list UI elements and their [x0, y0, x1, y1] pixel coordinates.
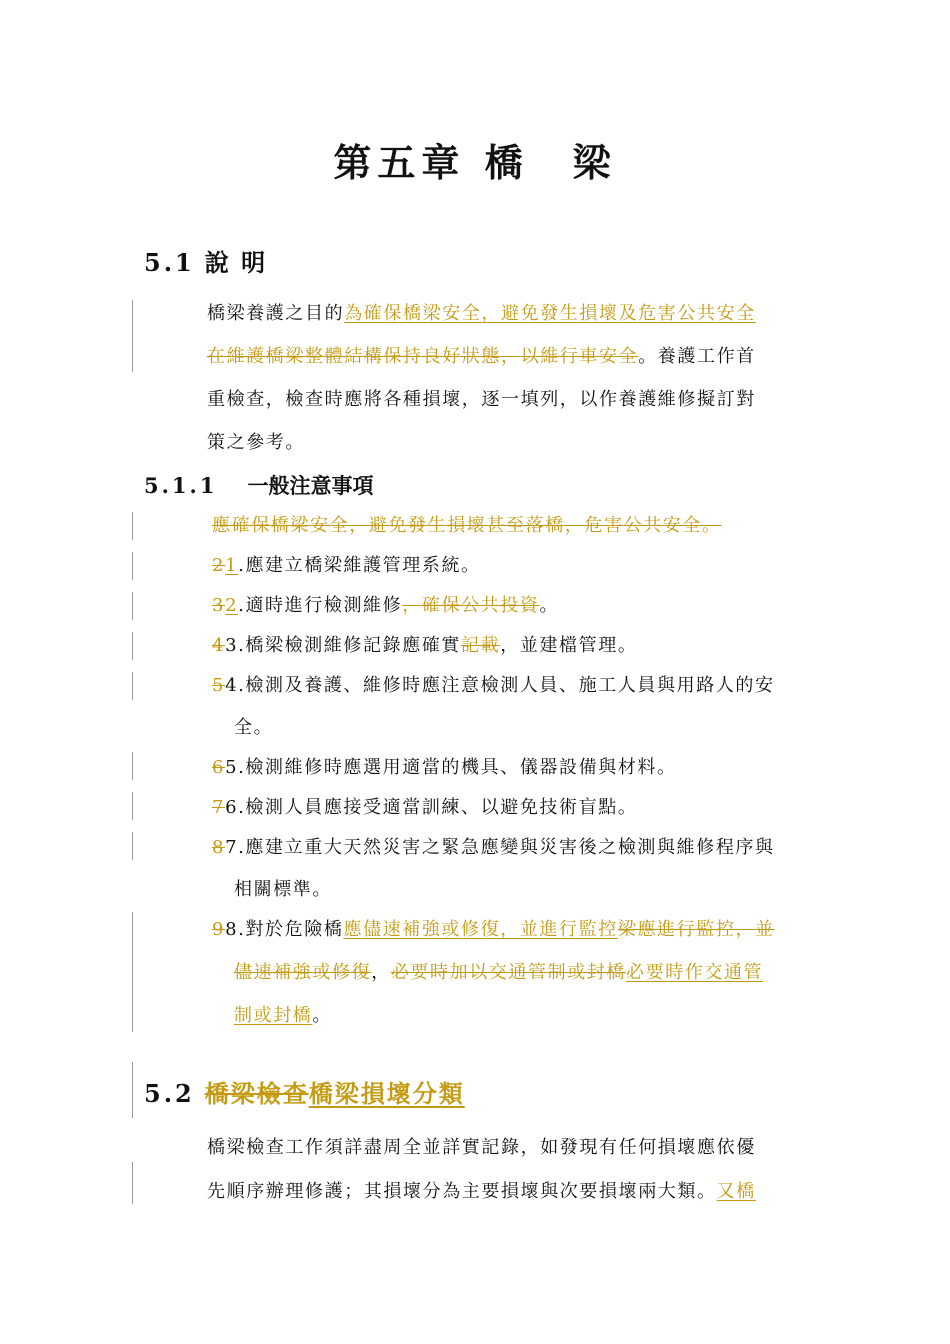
text-run: 。養護工作首 [638, 346, 756, 367]
deleted-text: ，確保公共投資 [402, 595, 540, 616]
change-bar [132, 300, 133, 372]
list-item [212, 594, 559, 618]
list-item [212, 634, 637, 658]
change-bar [132, 832, 133, 860]
deleted-number: 6 [212, 757, 226, 778]
paragraph-line [207, 302, 756, 326]
text-run: 先順序辦理修護；其損壞分為主要損壞與次要損壞兩大類。 [207, 1181, 717, 1202]
item-text: 7.應建立重大天然災害之緊急應變與災害後之檢測與維修程序與 [225, 837, 775, 858]
chapter-title: 第五章 橋 梁 [333, 140, 617, 185]
subsection-number: 5.1.1 [144, 473, 218, 498]
inserted-text: 應儘速補強或修復，並進行監控 [343, 919, 618, 940]
deleted-line [212, 514, 722, 538]
item-text: 4.檢測及養護、維修時應注意檢測人員、施工人員與用路人的安 [225, 675, 775, 696]
item-text: 6.檢測人員應接受適當訓練、以避免技術盲點。 [225, 797, 638, 818]
deleted-text: 應確保橋梁安全，避免發生損壞甚至落橋，危害公共安全。 [212, 515, 722, 536]
change-bar [132, 912, 133, 1032]
deleted-number: 8 [212, 837, 226, 858]
item-text: 5.檢測維修時應選用適當的機具、儀器設備與材料。 [225, 757, 677, 778]
paragraph-line [207, 1180, 756, 1204]
list-item [212, 796, 637, 820]
list-item [212, 674, 775, 698]
change-bar [132, 792, 133, 820]
deleted-text: 儘速補強或修復 [234, 962, 372, 983]
deleted-number: 4 [212, 635, 226, 656]
change-bar [132, 1162, 133, 1204]
list-item [212, 836, 775, 860]
section-number: 5.1 [144, 248, 195, 277]
inserted-text: 必要時作交通管 [626, 962, 764, 983]
change-bar [132, 512, 133, 540]
deleted-text: 梁應進行監控，並 [617, 919, 775, 940]
paragraph-line: 重檢查，檢查時應將各種損壞，逐一填列，以作養護維修擬訂對 [207, 389, 756, 410]
item-text: 。 [312, 1005, 333, 1026]
inserted-heading-text: 橋梁損壞分類 [308, 1079, 465, 1108]
list-item [212, 918, 775, 942]
deleted-heading-text: 橋梁檢查 [204, 1079, 309, 1108]
section-label: 說 明 [204, 248, 268, 277]
inserted-text: 制或封橋 [234, 1005, 313, 1026]
list-item-continuation: 相關標準。 [234, 879, 332, 900]
item-text: ，並建檔管理。 [500, 635, 638, 656]
change-bar [132, 552, 133, 580]
item-text: 。 [539, 595, 560, 616]
item-text: 3.橋梁檢測維修記錄應確實 [225, 635, 462, 656]
subsection-label: 一般注意事項 [247, 473, 374, 498]
inserted-number: 1 [225, 555, 239, 576]
deleted-text: 記載 [461, 635, 501, 656]
deleted-number: 3 [212, 595, 226, 616]
subsection-5-1-1-heading [144, 470, 373, 500]
section-5-1-heading [144, 243, 267, 278]
inserted-text: 又橋 [716, 1181, 756, 1202]
change-bar [132, 1062, 133, 1118]
paragraph-line [207, 345, 756, 369]
deleted-text: 在維護橋梁整體結構保持良好狀態，以維行車安全 [207, 346, 639, 367]
deleted-number: 9 [212, 919, 226, 940]
paragraph-line: 橋梁檢查工作須詳盡周全並詳實記錄，如發現有任何損壞應依優 [207, 1137, 756, 1158]
list-item-continuation: 全。 [234, 717, 274, 738]
list-item-continuation [234, 961, 763, 985]
deleted-number: 2 [212, 555, 226, 576]
item-text: ， [371, 962, 391, 983]
list-item-continuation [234, 1004, 332, 1028]
change-bar [132, 752, 133, 780]
section-number: 5.2 [144, 1079, 195, 1108]
paragraph-line: 策之參考。 [207, 432, 305, 453]
change-bar [132, 632, 133, 660]
list-item [212, 554, 481, 578]
list-item [212, 756, 677, 780]
deleted-number: 7 [212, 797, 226, 818]
change-bar [132, 592, 133, 620]
deleted-number: 5 [212, 675, 226, 696]
deleted-text: 必要時加以交通管制或封橋 [390, 962, 627, 983]
item-text: 8.對於危險橋 [225, 919, 344, 940]
item-text: .適時進行檢測維修 [238, 595, 403, 616]
section-5-2-heading [144, 1074, 465, 1109]
text-run: 橋梁養護之目的 [207, 303, 345, 324]
change-bar [132, 672, 133, 700]
inserted-text: 為確保橋梁安全，避免發生損壞及危害公共安全 [344, 303, 756, 324]
inserted-number: 2 [225, 595, 239, 616]
item-text: .應建立橋梁維護管理系統。 [238, 555, 481, 576]
